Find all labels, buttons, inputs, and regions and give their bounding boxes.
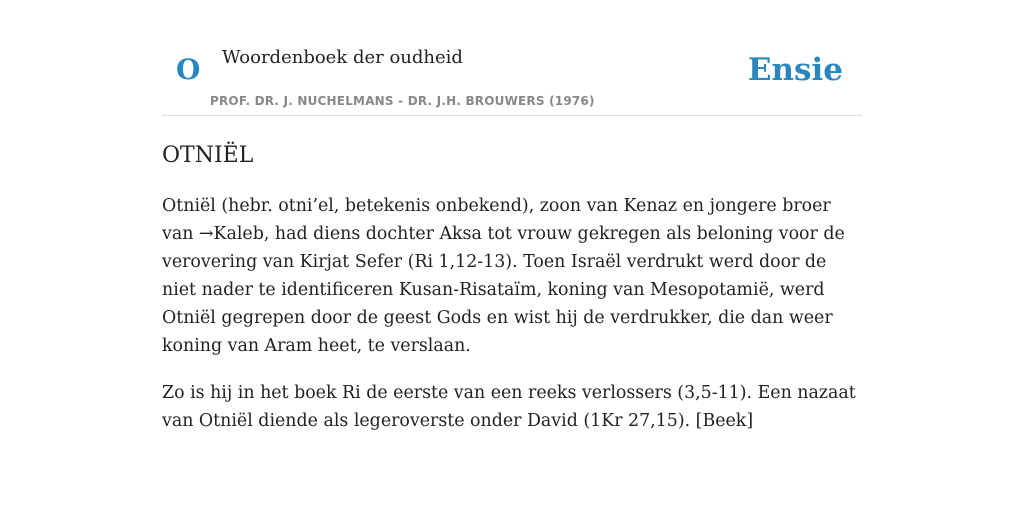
article-page (162, 0, 862, 435)
book-title-link[interactable]: Woordenboek der oudheid (222, 47, 463, 68)
entry-paragraph: Zo is hij in het boek Ri de eerste van een reeks verlossers (3,5-11). Een nazaat van Otniël diende als legeroverste onder David (1Kr 27,15). [Beek] (162, 383, 856, 431)
cross-reference-arrow-icon: → (198, 224, 214, 244)
book-letter-badge[interactable]: O (176, 53, 201, 86)
cross-reference-link-kaleb[interactable]: Kaleb (213, 224, 264, 244)
book-authors: PROF. DR. J. NUCHELMANS - DR. J.H. BROUWERS (1976) (210, 94, 595, 108)
entry-paragraph (162, 192, 862, 360)
entry-title: OTNIËL (162, 143, 254, 168)
paragraph-text: , had diens dochter Aksa tot vrouw gekregen als beloning voor de verovering van Kirjat Sefer (Ri 1,12-13). Toen Israël verdrukt werd door de niet nader te identificeren Kusan-Risataïm, koning van Mesopotamië, werd Otniël gegrepen door de geest Gods en wist hij de verdrukker, die dan weer koning van Aram heet, te verslaan. (162, 224, 845, 356)
paragraph-text: Otniël (hebr. otni’el, betekenis onbekend), zoon van Kenaz en jongere broer van (162, 196, 831, 244)
ensie-logo-link[interactable]: Ensie (747, 52, 843, 88)
book-header (162, 0, 862, 116)
